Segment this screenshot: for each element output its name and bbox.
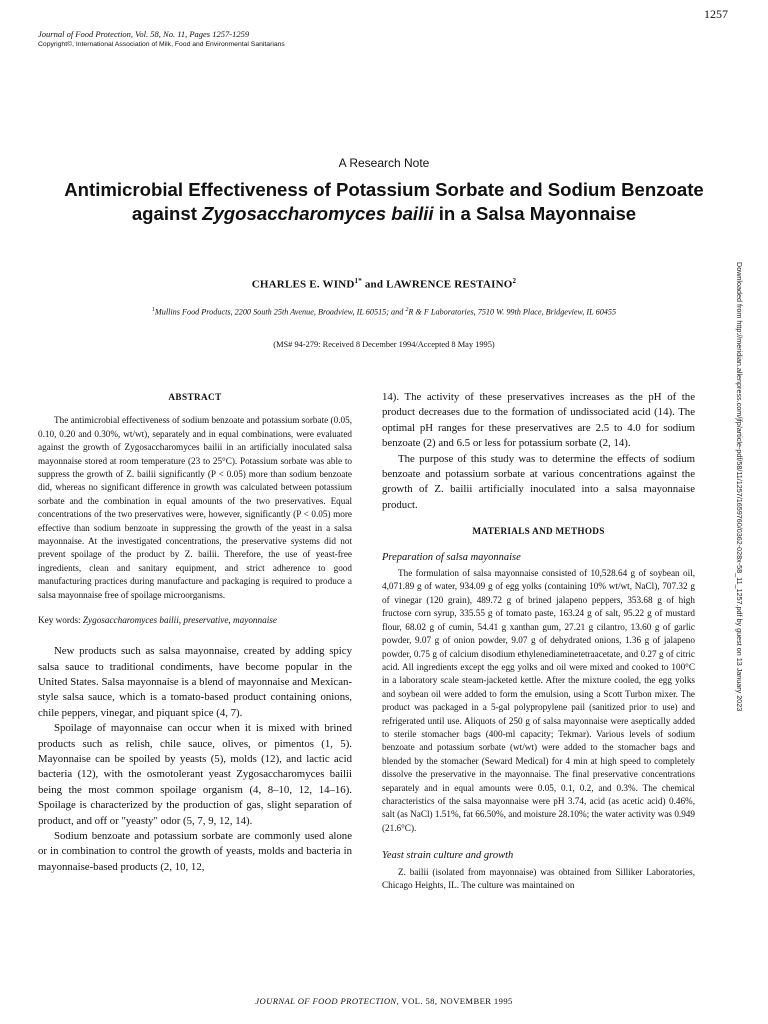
journal-citation: Journal of Food Protection, Vol. 58, No. 11, Pages 1257-1259 <box>38 29 250 39</box>
abstract-heading: ABSTRACT <box>168 392 222 402</box>
right-column <box>382 390 695 892</box>
author-1-marks: 1* <box>354 277 362 285</box>
author-joiner: and <box>361 278 387 291</box>
abstract-text: The antimicrobial effectiveness of sodium benzoate and potassium sorbate (0.05, 0.10, 0.20 and 0.30%, wt/wt), separately and in equal combinations, were evaluated against the growth of Zygosaccharomyces bailii in an artificially inoculated salsa mayonnaise stored at room temperature (23 to 25°C). Potassium sorbate was able to suppress the growth of Z. bailii significantly (P < 0.05) more than sodium benzoate did, whereas no significant difference in growth was calculated between potassium sorbate and the combination in equal amounts of the two preservatives. Equal concentrations of the two preservatives were, however, significantly (P < 0.05) more effective than sodium benzoate in suppressing the growth of the yeast in a salsa mayonnaise. At the investigated concentrations, the preservative systems did not prevent spoilage of the product by Z. bailii. Therefore, the use of yeast-free ingredients, clean and sanitary equipment, and strict adherence to good manufacturing practices during manufacture and packaging is required to produce a salsa mayonnaise free of spoilage microorganisms. <box>38 415 352 600</box>
footer-issue: , VOL. 58, NOVEMBER 1995 <box>396 996 513 1006</box>
abstract-body <box>38 414 352 602</box>
download-notice <box>732 262 748 992</box>
footer-journal: JOURNAL OF FOOD PROTECTION <box>255 996 397 1006</box>
affiliation-mark-1: 1 <box>151 307 155 313</box>
yeast-paragraph: Z. bailii (isolated from mayonnaise) was obtained from Silliker Laboratories, Chicago Heights, IL. The culture was maintained on <box>382 866 695 890</box>
manuscript-dates: (MS# 94-279: Received 8 December 1994/Accepted 8 May 1995) <box>273 340 495 349</box>
title-species: Zygosaccharomyces bailii <box>202 203 434 224</box>
page-footer <box>0 996 768 1006</box>
article-type-label: A Research Note <box>338 156 430 170</box>
intro-paragraph-1: New products such as salsa mayonnaise, created by adding spicy salsa sauce to traditional condiments, have become popular in the United States. Salsa mayonnaise is a blend of mayonnaise and Mexican-style salsa sauce, which is a tomato-based product containing onions, chile peppers, vinegar, and piquant spice (4, 7). <box>38 645 352 719</box>
title-part-1: Antimicrobial Effectiveness of Potassium Sorbate and Sodium Benzoate against <box>64 179 704 224</box>
author-line <box>0 277 768 291</box>
purpose-paragraph: The purpose of this study was to determine the effects of sodium benzoate and potassium sorbate at various concentrations against the growth of Z. bailii artificially inoculated into a salsa mayonnaise product. <box>382 452 695 511</box>
copyright-notice: Copyright©, International Association of Milk, Food and Environmental Sanitarians <box>38 41 285 48</box>
keywords-label: Key words: <box>38 615 83 626</box>
intro-paragraph-2: Spoilage of mayonnaise can occur when it is mixed with brined products such as relish, chile sauce, olives, or pimentos (1, 5). Mayonnaise can be spoiled by yeasts (5), molds (12), and lactic acid bacteria (12), with the osmotolerant yeast Zygosaccharomyces bailii being the most common spoilage organism (4, 8–10, 12, 14–16). Spoilage is characterized by the production of gas, slight separation of product, and off or "yeasty" odor (5, 7, 9, 12, 14). <box>38 722 352 827</box>
author-2-marks: 2 <box>512 277 517 285</box>
prep-subheading: Preparation of salsa mayonnaise <box>382 551 521 563</box>
yeast-subheading: Yeast strain culture and growth <box>382 850 514 862</box>
left-column <box>38 390 352 875</box>
affiliation-2: R & F Laboratories, 7510 W. 99th Place, Bridgeview, IL 60455 <box>408 307 617 317</box>
article-title <box>60 178 708 226</box>
affiliation-1: Mullins Food Products, 2200 South 25th Avenue, Broadview, IL 60515; and <box>154 307 406 317</box>
affiliations <box>0 307 768 317</box>
body-paragraph-continued: 14). The activity of these preservatives increases as the pH of the product decreases due to the formation of undissociated acid (14). The optimal pH ranges for these preservatives are 2.5 to 4.0 for sodium benzoate (2) and 6.5 or less for potassium sorbate (2, 14). <box>382 391 695 450</box>
yeast-section <box>382 866 695 893</box>
prep-paragraph: The formulation of salsa mayonnaise consisted of 10,528.64 g of soybean oil, 4,071.89 g of water, 934.09 g of egg yolks (containing 10% wt/wt, NaCl), 707.32 g of vinegar (120 grain), 489.72 g of brined jalapeno peppers, 353.68 g of high fructose corn syrup, 335.55 g of tomato paste, 163.24 g of salt, 95.22 g of mustard flour, 68.02 g of cumin, 54.41 g xanthan gum, 27.21 g cilantro, 13.60 g of garlic powder, 9.07 g of onion powder, 9.07 g of dehydrated onions, 1.36 g of jalapeno powder, 0.75 g of calcium disodium ethylenediaminetetraacetate, and 0.27 g of citric acid. All ingredients except the egg yolks and oil were mixed and cooked to 100°C in a laboratory scale steam-jacketed kettle. After the mixture cooled, the egg yolks and soybean oil were added to form the emulsion, using a Scott Turbon mixer. The product was packaged in a 5-gal polypropylene pail (sanitized prior to use) and refrigerated until use. Aliquots of 250 g of salsa mayonnaise were aseptically added to sterile stomacher bags (400-ml capacity; Tekmar). Various levels of sodium benzoate and potassium sorbate (wt/wt) were added to the stomacher bags and blended by the stomacher (Seward Medical) for 4 min at high speed to completely dissolve the preservative in the mayonnaise. The final preservative concentrations separately and in equal amounts were 0.05, 0.1, 0.2, and 0.3%. The chemical characteristics of the salsa mayonnaise were pH 3.74, acid (as acetic acid) 0.46%, salt (as NaCl) 1.51%, fat 66.50%, and moisture 28.10%; the water activity was 0.949 (21.6°C). <box>382 568 695 833</box>
author-1: CHARLES E. WIND <box>251 278 355 291</box>
intro-paragraph-3: Sodium benzoate and potassium sorbate are commonly used alone or in combination to control the growth of yeasts, molds and bacteria in mayonnaise-based products (2, 10, 12, <box>38 829 352 873</box>
keywords-list: Zygosaccharomyces bailii, preservative, mayonnaise <box>82 615 277 626</box>
download-notice-text: Downloaded from http://meridian.allenpress.com/jfp/article-pdf/58/11/1257/1659760/0362-028x-58_11_1257.pdf by guest on 13 January 2023 <box>735 262 744 712</box>
methods-heading: MATERIALS AND METHODS <box>472 526 605 537</box>
title-part-2: in a Salsa Mayonnaise <box>433 203 637 224</box>
prep-section <box>382 567 695 835</box>
keywords-line <box>38 614 352 627</box>
author-2: LAWRENCE RESTAINO <box>386 278 513 291</box>
page-number: 1257 <box>704 7 728 21</box>
affiliation-mark-2: 2 <box>405 307 409 313</box>
